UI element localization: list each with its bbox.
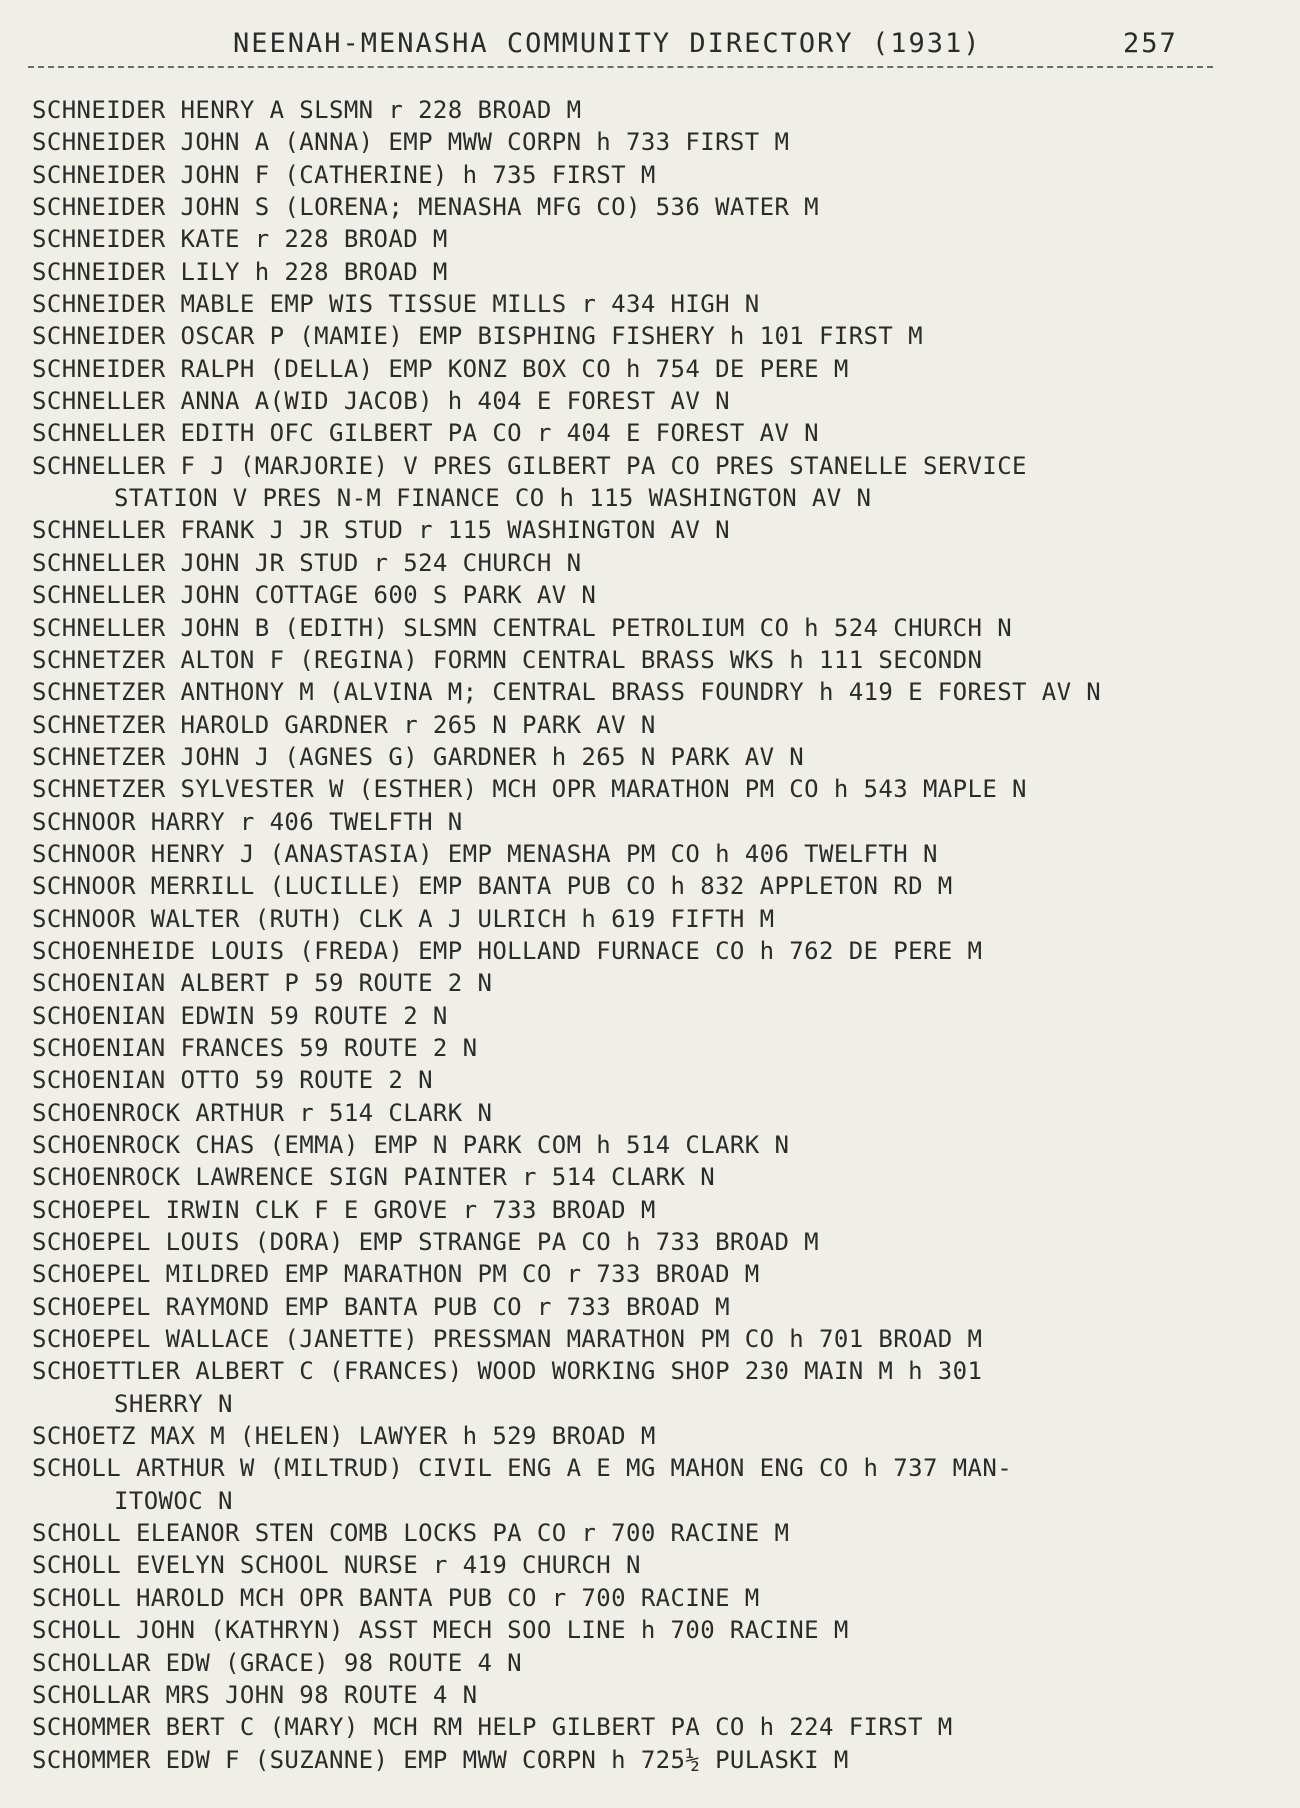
directory-entry: SCHNETZER ALTON F (REGINA) FORMN CENTRAL BRASS WKS h 111 SECONDN xyxy=(32,645,983,674)
directory-entry: SCHNOOR HENRY J (ANASTASIA) EMP MENASHA PM CO h 406 TWELFTH N xyxy=(32,839,938,868)
directory-entry: SCHOMMER BERT C (MARY) MCH RM HELP GILBERT PA CO h 224 FIRST M xyxy=(32,1713,953,1742)
directory-entry: SCHNELLER JOHN JR STUD r 524 CHURCH N xyxy=(32,548,582,577)
directory-entry: SCHNEIDER RALPH (DELLA) EMP KONZ BOX CO h 754 DE PERE M xyxy=(32,354,849,383)
directory-title: NEENAH-MENASHA COMMUNITY DIRECTORY (1931) xyxy=(233,28,982,59)
directory-entry: SCHNEIDER JOHN F (CATHERINE) h 735 FIRST M xyxy=(32,160,656,189)
directory-entry: SCHNEIDER KATE r 228 BROAD M xyxy=(32,225,448,254)
directory-entry: SCHOLL ARTHUR W (MILTRUD) CIVIL ENG A E MG MAHON ENG CO h 737 MAN- xyxy=(32,1454,1013,1483)
directory-entry: SCHOENROCK LAWRENCE SIGN PAINTER r 514 CLARK N xyxy=(32,1163,716,1192)
directory-entry: SCHOETTLER ALBERT C (FRANCES) WOOD WORKING SHOP 230 MAIN M h 301 xyxy=(32,1357,983,1386)
directory-entry: SCHOENIAN OTTO 59 ROUTE 2 N xyxy=(32,1066,433,1095)
page-number: 257 xyxy=(1123,28,1178,59)
directory-entry: SCHOLL ELEANOR STEN COMB LOCKS PA CO r 700 RACINE M xyxy=(32,1519,790,1548)
directory-entry: SCHNOOR MERRILL (LUCILLE) EMP BANTA PUB CO h 832 APPLETON RD M xyxy=(32,872,953,901)
directory-entry: SCHNEIDER OSCAR P (MAMIE) EMP BISPHING FISHERY h 101 FIRST M xyxy=(32,322,923,351)
directory-entry: SCHNELLER EDITH OFC GILBERT PA CO r 404 E FOREST AV N xyxy=(32,419,820,448)
directory-entry: SCHOLL EVELYN SCHOOL NURSE r 419 CHURCH N xyxy=(32,1551,641,1580)
directory-entry: SCHOENROCK CHAS (EMMA) EMP N PARK COM h 514 CLARK N xyxy=(32,1131,790,1159)
directory-entry: SCHOLLAR MRS JOHN 98 ROUTE 4 N xyxy=(32,1680,478,1709)
directory-entry: SCHNELLER F J (MARJORIE) V PRES GILBERT PA CO PRES STANELLE SERVICE xyxy=(32,451,1027,480)
directory-entry-continuation: ITOWOC N xyxy=(114,1486,233,1515)
directory-entry: SCHOENROCK ARTHUR r 514 CLARK N xyxy=(32,1098,493,1127)
directory-entry: SCHNOOR HARRY r 406 TWELFTH N xyxy=(32,807,463,836)
directory-entry: SCHNETZER HAROLD GARDNER r 265 N PARK AV N xyxy=(32,710,656,739)
directory-entry: SCHNEIDER JOHN A (ANNA) EMP MWW CORPN h 733 FIRST M xyxy=(32,128,790,157)
directory-entry: SCHNELLER JOHN B (EDITH) SLSMN CENTRAL PETROLIUM CO h 524 CHURCH N xyxy=(32,613,1013,642)
directory-entry: SCHNEIDER HENRY A SLSMN r 228 BROAD M xyxy=(32,96,582,124)
directory-entry: SCHOENIAN FRANCES 59 ROUTE 2 N xyxy=(32,1033,478,1062)
directory-entry: SCHOENIAN ALBERT P 59 ROUTE 2 N xyxy=(32,969,493,998)
directory-entry: SCHOEPEL IRWIN CLK F E GROVE r 733 BROAD M xyxy=(32,1195,656,1224)
directory-entry: SCHNELLER FRANK J JR STUD r 115 WASHINGTON AV N xyxy=(32,516,730,545)
directory-entry: SCHOENIAN EDWIN 59 ROUTE 2 N xyxy=(32,1001,448,1030)
directory-entry: SCHOEPEL WALLACE (JANETTE) PRESSMAN MARATHON PM CO h 701 BROAD M xyxy=(32,1325,983,1354)
directory-entry: SCHOLL JOHN (KATHRYN) ASST MECH SOO LINE h 700 RACINE M xyxy=(32,1616,849,1645)
directory-entry: SCHNETZER ANTHONY M (ALVINA M; CENTRAL BRASS FOUNDRY h 419 E FOREST AV N xyxy=(32,678,1102,707)
directory-entry: SCHOEPEL LOUIS (DORA) EMP STRANGE PA CO h 733 BROAD M xyxy=(32,1228,820,1257)
directory-entry: SCHOLLAR EDW (GRACE) 98 ROUTE 4 N xyxy=(32,1648,523,1677)
directory-entry: SCHOETZ MAX M (HELEN) LAWYER h 529 BROAD M xyxy=(32,1422,656,1451)
directory-entry: SCHOEPEL RAYMOND EMP BANTA PUB CO r 733 BROAD M xyxy=(32,1292,730,1321)
directory-entry: SCHOEPEL MILDRED EMP MARATHON PM CO r 733 BROAD M xyxy=(32,1260,760,1289)
directory-entry-continuation: SHERRY N xyxy=(114,1389,233,1418)
directory-entry: SCHOLL HAROLD MCH OPR BANTA PUB CO r 700 RACINE M xyxy=(32,1583,760,1612)
directory-entry: SCHNELLER ANNA A(WID JACOB) h 404 E FOREST AV N xyxy=(32,387,730,416)
page-header xyxy=(28,26,1208,70)
directory-entry: SCHNEIDER LILY h 228 BROAD M xyxy=(32,257,448,286)
directory-entry: SCHNETZER SYLVESTER W (ESTHER) MCH OPR MARATHON PM CO h 543 MAPLE N xyxy=(32,775,1027,804)
directory-entry: SCHNEIDER MABLE EMP WIS TISSUE MILLS r 434 HIGH N xyxy=(32,290,760,319)
directory-entry: SCHOMMER EDW F (SUZANNE) EMP MWW CORPN h 725½ PULASKI M xyxy=(32,1745,849,1774)
directory-entry: SCHNOOR WALTER (RUTH) CLK A J ULRICH h 619 FIFTH M xyxy=(32,904,775,933)
directory-entry: SCHNELLER JOHN COTTAGE 600 S PARK AV N xyxy=(32,581,597,610)
directory-entry-continuation: STATION V PRES N-M FINANCE CO h 115 WASHINGTON AV N xyxy=(114,484,872,513)
directory-entry: SCHNETZER JOHN J (AGNES G) GARDNER h 265 N PARK AV N xyxy=(32,742,805,771)
directory-entry: SCHOENHEIDE LOUIS (FREDA) EMP HOLLAND FURNACE CO h 762 DE PERE M xyxy=(32,936,983,965)
directory-entries xyxy=(32,94,1282,1776)
directory-entry: SCHNEIDER JOHN S (LORENA; MENASHA MFG CO) 536 WATER M xyxy=(32,193,820,222)
header-divider xyxy=(28,66,1213,68)
